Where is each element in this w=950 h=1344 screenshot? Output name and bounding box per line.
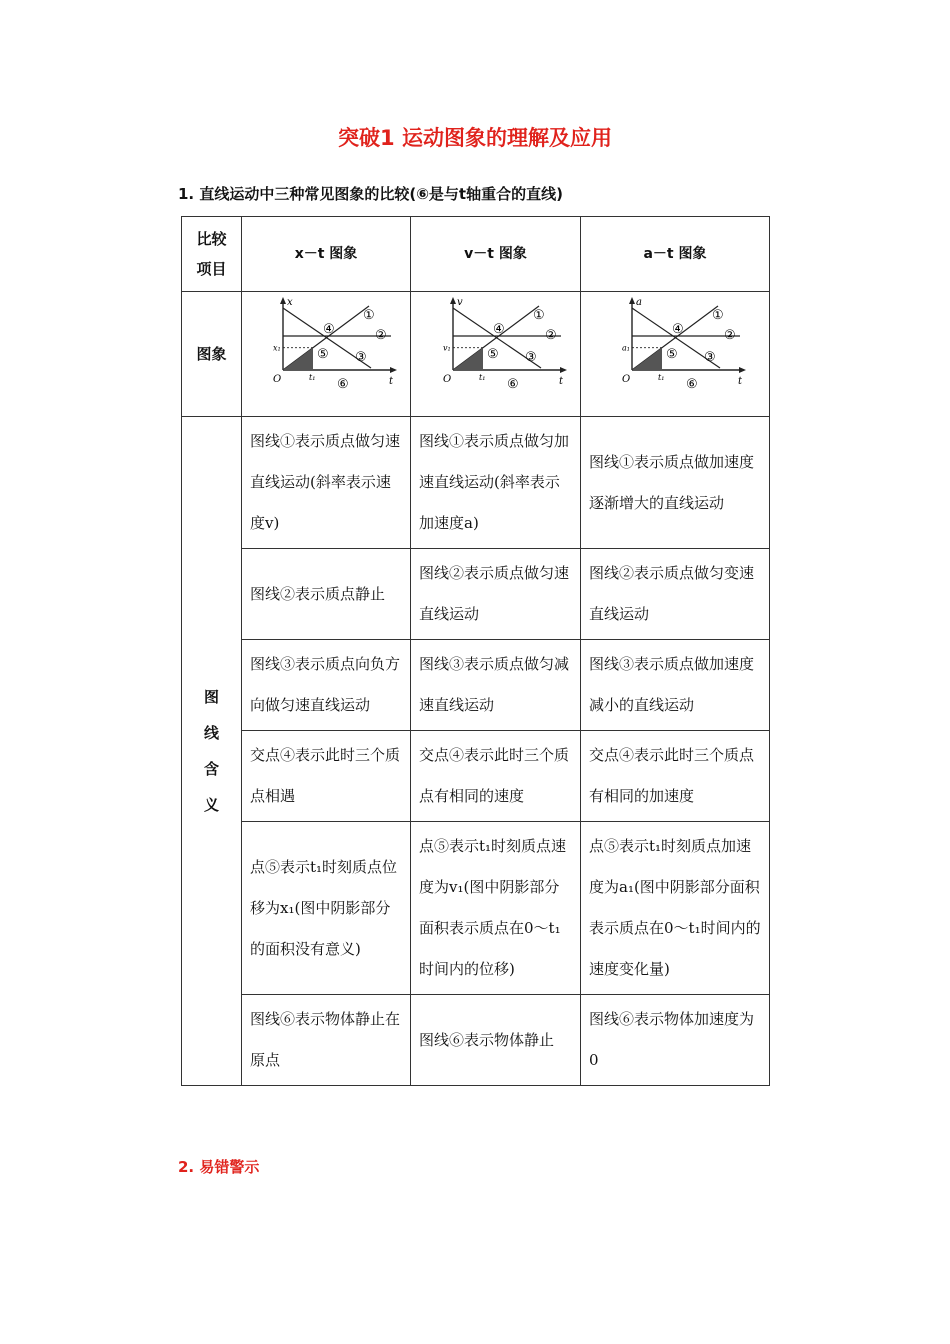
corner-cell [182,217,242,292]
corner-label-1: 比较 [196,230,227,248]
at-graph [600,296,750,396]
cell-xt-line6: 图线⑥表示物体静止在原点 [242,995,411,1086]
col-header-vt: v－t 图象 [411,217,581,292]
col-header-at: a－t 图象 [581,217,770,292]
cell-xt-line2: 图线②表示质点静止 [242,549,411,640]
t-axis-label: t [389,376,394,387]
cell-at-line3: 图线③表示质点做加速度减小的直线运动 [581,640,770,731]
origin-label: O [273,374,282,385]
vt-graph-cell [411,292,581,417]
marker-4: ④ [323,322,335,337]
value-label: x₁ [273,343,281,353]
cell-vt-line2: 图线②表示质点做匀速直线运动 [411,549,581,640]
y-axis-label: x [287,297,293,308]
side-char: 线 [203,724,219,742]
page-title: 突破1 运动图象的理解及应用 [338,126,612,150]
marker-5: ⑤ [666,347,678,362]
value-label: a₁ [622,343,630,353]
cell-xt-line3: 图线③表示质点向负方向做匀速直线运动 [242,640,411,731]
cell-xt-point4: 交点④表示此时三个质点相遇 [242,731,411,822]
marker-6: ⑥ [506,377,519,392]
side-char: 含 [203,760,219,778]
side-char: 义 [203,796,219,814]
t-axis-arrow [560,367,567,373]
origin-label: O [442,374,451,385]
cell-at-point5: 点⑤表示t₁时刻质点加速度为a₁(图中阴影部分面积表示质点在0～t₁时间内的速度变化量) [581,822,770,995]
time-label: t₁ [658,373,665,382]
table-row [182,640,770,731]
graph-row [182,292,770,417]
row-label-graph: 图象 [182,292,242,417]
at-graph-cell [581,292,770,417]
cell-at-line2: 图线②表示质点做匀变速直线运动 [581,549,770,640]
col-header-xt: x－t 图象 [242,217,411,292]
t-axis-label: t [738,376,743,387]
t-axis-arrow [739,367,746,373]
marker-2: ② [544,328,557,343]
marker-6: ⑥ [686,377,698,392]
marker-2: ② [724,328,736,343]
time-label: t₁ [309,373,316,382]
vt-graph [421,296,571,396]
marker-4: ④ [492,322,505,337]
section-heading-1: 1. 直线运动中三种常见图象的比较(⑥是与t轴重合的直线) [178,185,563,203]
cell-xt-point5: 点⑤表示t₁时刻质点位移为x₁(图中阴影部分的面积没有意义) [242,822,411,995]
y-axis-arrow [450,297,456,304]
marker-3: ③ [355,350,367,365]
marker-5: ⑤ [486,347,499,362]
marker-3: ③ [524,350,537,365]
cell-vt-line1: 图线①表示质点做匀加速直线运动(斜率表示加速度a) [411,417,581,549]
section-heading-2: 2. 易错警示 [178,1158,260,1176]
cell-vt-line6: 图线⑥表示物体静止 [411,995,581,1086]
marker-6: ⑥ [337,377,349,392]
marker-1: ① [712,308,724,323]
cell-at-line1: 图线①表示质点做加速度逐渐增大的直线运动 [581,417,770,549]
cell-at-point4: 交点④表示此时三个质点有相同的加速度 [581,731,770,822]
value-label: v₁ [442,343,451,353]
cell-xt-line1: 图线①表示质点做匀速直线运动(斜率表示速度v) [242,417,411,549]
y-axis-arrow [280,297,286,304]
time-label: t₁ [478,373,485,382]
y-axis-label: a [636,297,642,308]
origin-label: O [622,374,631,385]
table-row [182,549,770,640]
cell-vt-line3: 图线③表示质点做匀减速直线运动 [411,640,581,731]
marker-4: ④ [672,322,684,337]
comparison-table [181,216,770,1086]
y-axis-label: v [456,297,463,308]
marker-1: ① [363,308,375,323]
corner-label-2: 项目 [196,260,227,278]
table-row [182,417,770,549]
side-char: 图 [203,688,219,706]
table-header-row [182,217,770,292]
cell-vt-point5: 点⑤表示t₁时刻质点速度为v₁(图中阴影部分面积表示质点在0～t₁时间内的位移) [411,822,581,995]
marker-3: ③ [704,350,716,365]
cell-at-line6: 图线⑥表示物体加速度为0 [581,995,770,1086]
marker-1: ① [532,308,545,323]
y-axis-arrow [629,297,635,304]
xt-graph-cell [242,292,411,417]
t-axis-label: t [558,376,563,387]
table-row [182,995,770,1086]
cell-vt-point4: 交点④表示此时三个质点有相同的速度 [411,731,581,822]
xt-graph [251,296,401,396]
marker-2: ② [375,328,387,343]
t-axis-arrow [390,367,397,373]
side-label-meaning [182,417,242,1086]
table-row [182,731,770,822]
marker-5: ⑤ [317,347,329,362]
table-row [182,822,770,995]
